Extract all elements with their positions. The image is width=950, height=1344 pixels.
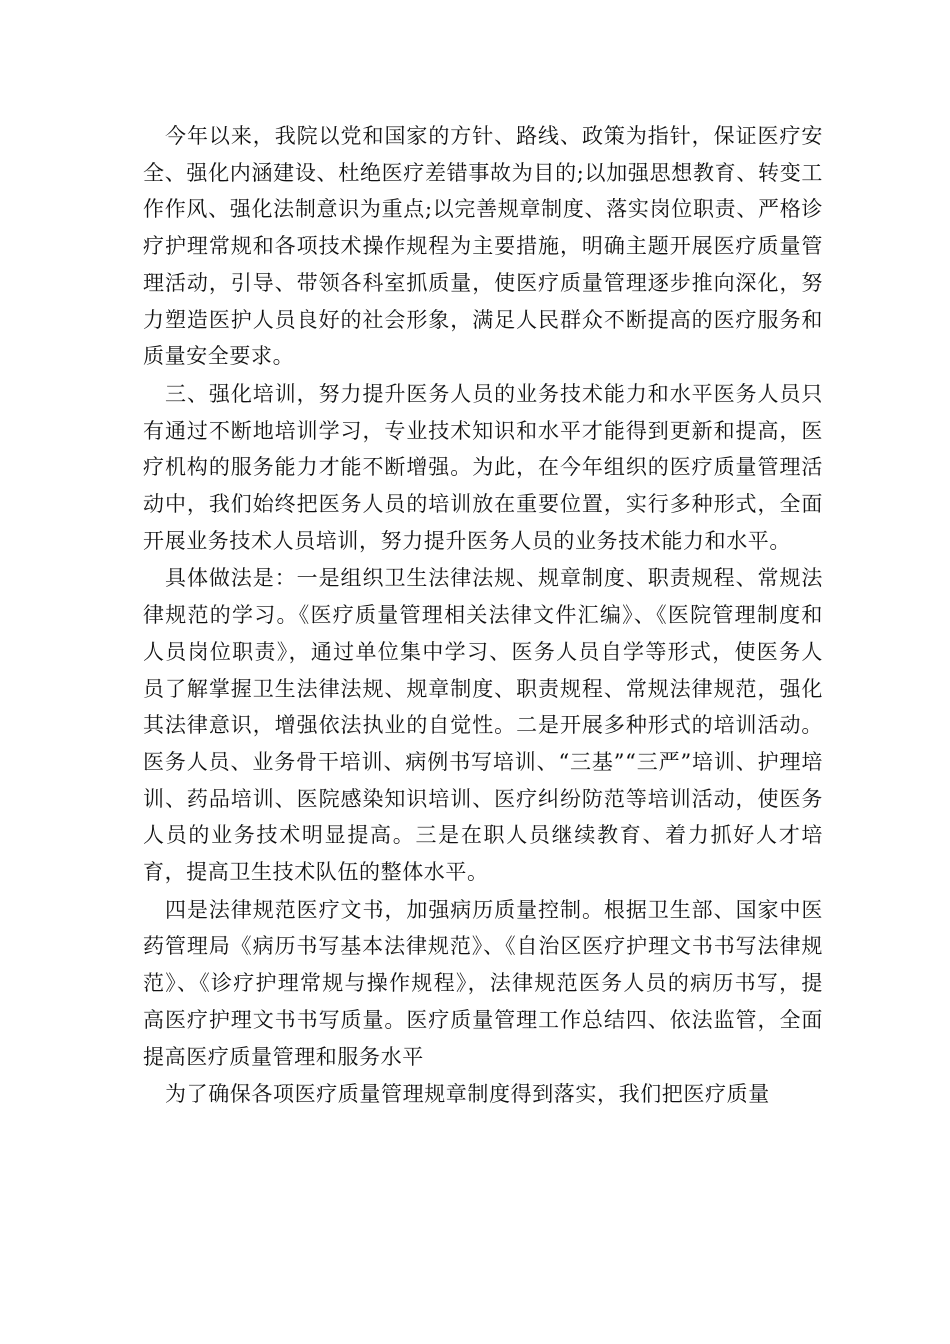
document-body bbox=[143, 118, 823, 1114]
paragraph-training: 三、强化培训，努力提升医务人员的业务技术能力和水平医务人员只有通过不断地培训学习，专业技术知识和水平才能得到更新和提高，医疗机构的服务能力才能不断增强。为此，在今年组织的医疗质量管理活动中，我们始终把医务人员的培训放在重要位置，实行多种形式，全面开展业务技术人员培训，努力提升医务人员的业务技术能力和水平。 bbox=[143, 381, 823, 553]
paragraph-methods: 具体做法是：一是组织卫生法律法规、规章制度、职责规程、常规法律规范的学习。《医疗质量管理相关法律文件汇编》、《医院管理制度和人员岗位职责》，通过单位集中学习、医务人员自学等形式，使医务人员了解掌握卫生法律法规、规章制度、职责规程、常规法律规范，强化其法律意识，增强依法执业的自觉性。二是开展多种形式的培训活动。医务人员、业务骨干培训、病例书写培训、“三基”“三严”培训、护理培训、药品培训、医院感染知识培训、医疗纠纷防范等培训活动，使医务人员的业务技术明显提高。三是在职人员继续教育、着力抓好人才培育，提高卫生技术队伍的整体水平。 bbox=[143, 566, 823, 885]
paragraph-supervision: 为了确保各项医疗质量管理规章制度得到落实，我们把医疗质量 bbox=[165, 1082, 770, 1107]
paragraph-medical-records: 四是法律规范医疗文书，加强病历质量控制。根据卫生部、国家中医药管理局《病历书写基本法律规范》、《自治区医疗护理文书书写法律规范》、《诊疗护理常规与操作规程》，法律规范医务人员的病历书写，提高医疗护理文书书写质量。医疗质量管理工作总结四、依法监管，全面提高医疗质量管理和服务水平 bbox=[143, 897, 823, 1069]
paragraph-intro: 今年以来，我院以党和国家的方针、路线、政策为指针，保证医疗安全、强化内涵建设、杜绝医疗差错事故为目的;以加强思想教育、转变工作作风、强化法制意识为重点;以完善规章制度、落实岗位职责、严格诊疗护理常规和各项技术操作规程为主要措施，明确主题开展医疗质量管理活动，引导、带领各科室抓质量，使医疗质量管理逐步推向深化，努力塑造医护人员良好的社会形象，满足人民群众不断提高的医疗服务和质量安全要求。 bbox=[143, 124, 823, 369]
